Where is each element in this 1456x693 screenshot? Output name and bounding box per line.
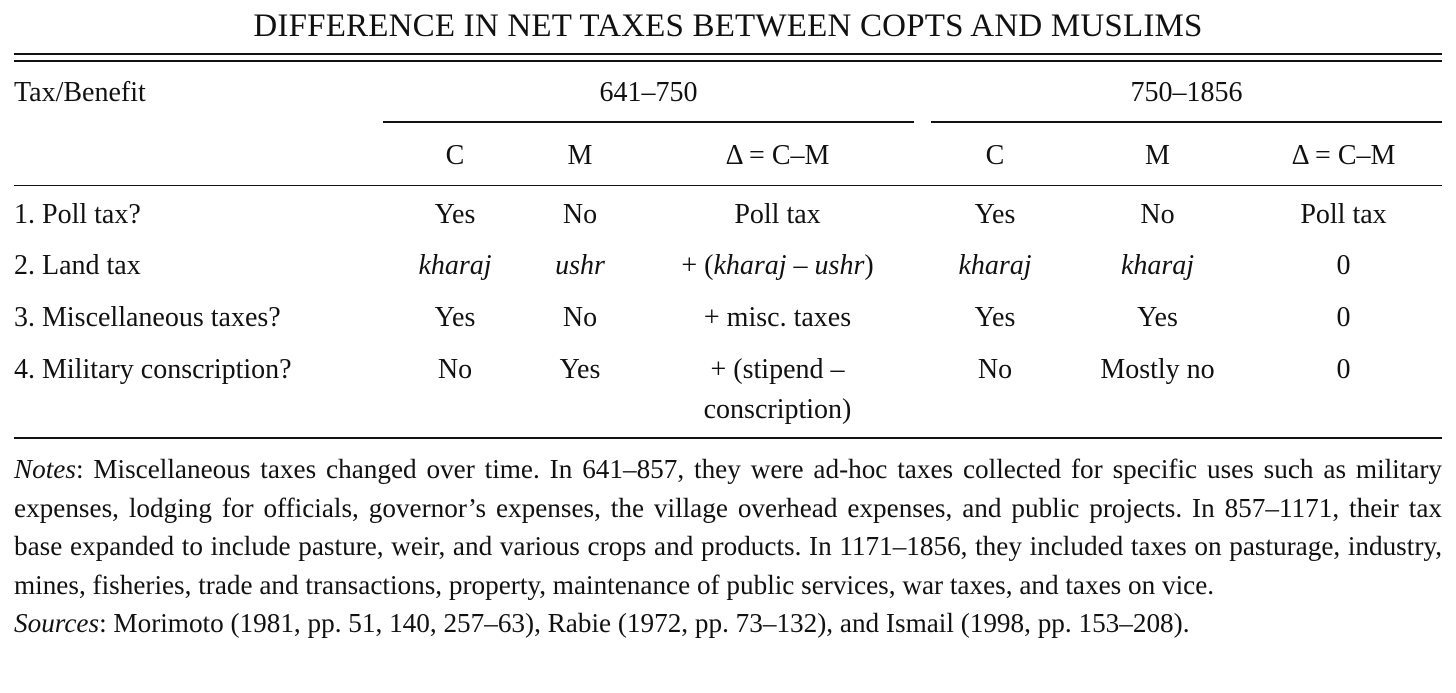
row-label-military-conscription: 4. Military conscription? <box>14 354 292 385</box>
cell-r1-p1-m: No <box>562 199 598 230</box>
spanner-rule-period2 <box>931 121 1442 123</box>
cell-r3-p2-delta: 0 <box>1336 302 1351 333</box>
top-rule-upper <box>14 53 1442 55</box>
cell-r1-p2-m: No <box>1140 199 1175 230</box>
table-title: DIFFERENCE IN NET TAXES BETWEEN COPTS AND MUSLIMS <box>253 8 1203 44</box>
cell-r2-p1-m: ushr <box>555 250 605 281</box>
cell-r4-p1-delta-line2: conscription) <box>703 394 852 425</box>
cell-r1-p1-c: Yes <box>434 199 476 230</box>
cell-r2-p1-delta <box>640 249 915 283</box>
cell-r4-p2-m: Mostly no <box>1100 354 1215 385</box>
col-header-p1-delta: Δ = C–M <box>725 140 830 171</box>
cell-r3-p1-c: Yes <box>434 302 476 333</box>
delta-suffix: ) <box>864 250 874 281</box>
cell-r4-p1-m: Yes <box>559 354 601 385</box>
table-notes <box>14 450 1442 643</box>
cell-r3-p1-m: No <box>562 302 598 333</box>
period-header-750-1856: 750–1856 <box>1130 77 1243 108</box>
cell-r4-p1-delta-line1: + (stipend – <box>710 354 845 385</box>
stub-header: Tax/Benefit <box>14 77 146 108</box>
cell-r3-p2-m: Yes <box>1137 302 1178 333</box>
notes-paragraph <box>14 450 1442 604</box>
cell-r3-p2-c: Yes <box>974 302 1016 333</box>
cell-r1-p2-delta: Poll tax <box>1300 199 1387 230</box>
col-header-p1-c: C <box>445 140 465 171</box>
notes-text: : Miscellaneous taxes changed over time. In 641–857, they were ad-hoc taxes collected for specific uses such as military expenses, lodging for officials, governor’s expenses, the village overhead expenses, and public projects. In 857–1171, their tax base expanded to include pasture, weir, and various crops and products. In 1171–1856, they included taxes on pasturage, industry, mines, fisheries, trade and transactions, property, maintenance of public services, war taxes, and taxes on vice. <box>14 454 1442 600</box>
cell-r2-p2-c: kharaj <box>958 250 1032 281</box>
cell-r3-p1-delta: + misc. taxes <box>703 302 852 333</box>
cell-r4-p2-delta: 0 <box>1336 354 1351 385</box>
sources-text: : Morimoto (1981, pp. 51, 140, 257–63), Rabie (1972, pp. 73–132), and Ismail (1998, pp. 153–208). <box>99 608 1190 639</box>
cell-r4-p1-c: No <box>437 354 473 385</box>
notes-label: Notes <box>14 454 76 484</box>
delta-prefix: + ( <box>681 250 714 281</box>
period-header-641-750: 641–750 <box>599 77 698 108</box>
top-rule-lower <box>14 60 1442 62</box>
row-label-misc-taxes: 3. Miscellaneous taxes? <box>14 302 281 333</box>
cell-r2-p2-m: kharaj <box>1120 250 1195 281</box>
cell-r1-p1-delta: Poll tax <box>734 199 821 230</box>
spanner-rule-period1 <box>383 121 914 123</box>
cell-r4-p2-c: No <box>977 354 1013 385</box>
row-label-land-tax: 2. Land tax <box>14 250 141 281</box>
row-label-poll-tax: 1. Poll tax? <box>14 199 141 230</box>
header-bottom-rule <box>14 185 1442 186</box>
delta-ushr: ushr <box>814 250 865 281</box>
delta-minus: – <box>786 250 815 281</box>
cell-r2-p2-delta: 0 <box>1336 250 1351 281</box>
col-header-p2-delta: Δ = C–M <box>1291 140 1396 171</box>
sources-paragraph <box>14 604 1442 643</box>
table-bottom-rule <box>14 437 1442 439</box>
col-header-p1-m: M <box>567 140 593 171</box>
col-header-p2-c: C <box>985 140 1005 171</box>
delta-kharaj: kharaj <box>713 250 787 281</box>
cell-r2-p1-c: kharaj <box>418 250 492 281</box>
cell-r1-p2-c: Yes <box>974 199 1016 230</box>
col-header-p2-m: M <box>1145 140 1170 171</box>
sources-label: Sources <box>14 608 100 639</box>
